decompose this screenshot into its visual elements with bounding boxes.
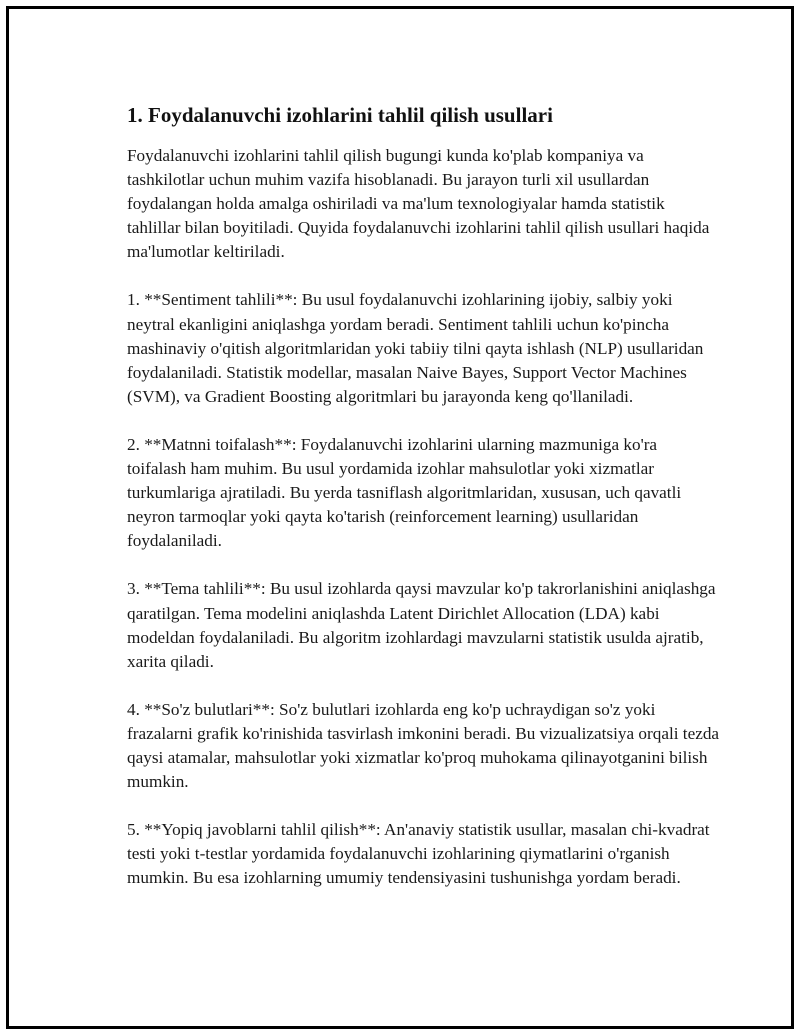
document-heading: 1. Foydalanuvchi izohlarini tahlil qilish usullari bbox=[127, 103, 553, 127]
paragraph-word-clouds: 4. **So'z bulutlari**: So'z bulutlari izohlarda eng ko'p uchraydigan so'z yoki frazalarni grafik ko'rinishida tasvirlash imkonini beradi. Bu vizualizatsiya orqali tezda qaysi atamalar, mahsulotlar yoki xizmatlar ko'proq muhokama qilinayotganini bilish mumkin. bbox=[127, 699, 720, 792]
document-content bbox=[120, 101, 720, 914]
paragraph-text-classification: 2. **Matnni toifalash**: Foydalanuvchi izohlarini ularning mazmuniga ko'ra toifalash ham muhim. Bu usul yordamida izohlar mahsulotlar yoki xizmatlar turkumlariga ajratiladi. Bu yerda tasniflash algoritmlaridan, xususan, uch qavatli neyron tarmoqlar yoki qayta ko'tarish (reinforcement learning) usullaridan foydalaniladi. bbox=[127, 434, 682, 551]
paragraph-topic-analysis: 3. **Tema tahlili**: Bu usul izohlarda qaysi mavzular ko'p takrorlanishini aniqlashga qaratilgan. Tema modelini aniqlashda Latent Dirichlet Allocation (LDA) kabi modeldan foydalaniladi. Bu algoritm izohlardagi mavzularni statistik usulda ajratib, xarita qiladi. bbox=[127, 579, 716, 671]
page-frame bbox=[6, 6, 794, 1029]
paragraph-sentiment-analysis: 1. **Sentiment tahlili**: Bu usul foydalanuvchi izohlarining ijobiy, salbiy yoki neytral ekanligini aniqlashga yordam beradi. Sentiment tahlili uchun ko'pincha mashinaviy o'qitish algoritmlaridan yoki tabiiy tilni qayta ishlash (NLP) usullaridan foydalaniladi. Statistik modellar, masalan Naive Bayes, Support Vector Machines (SVM), va Gradient Boosting algoritmlari bu jarayonda keng qo'llaniladi. bbox=[127, 290, 704, 406]
intro-paragraph: Foydalanuvchi izohlarini tahlil qilish bugungi kunda ko'plab kompaniya va tashkilotlar uchun muhim vazifa hisoblanadi. Bu jarayon turli xil usullardan foydalangan holda amalga oshiriladi va ma'lum texnologiyalar hamda statistik tahlillar bilan boyitiladi. Quyida foydalanuvchi izohlarini tahlil qilish usullari haqida ma'lumotlar keltiriladi. bbox=[127, 146, 710, 262]
paragraph-closed-answers: 5. **Yopiq javoblarni tahlil qilish**: An'anaviy statistik usullar, masalan chi-kvadrat testi yoki t-testlar yordamida foydalanuvchi izohlarining qiymatlarini o'rganish mumkin. Bu esa izohlarning umumiy tendensiyasini tushunishga yordam beradi. bbox=[127, 820, 710, 888]
